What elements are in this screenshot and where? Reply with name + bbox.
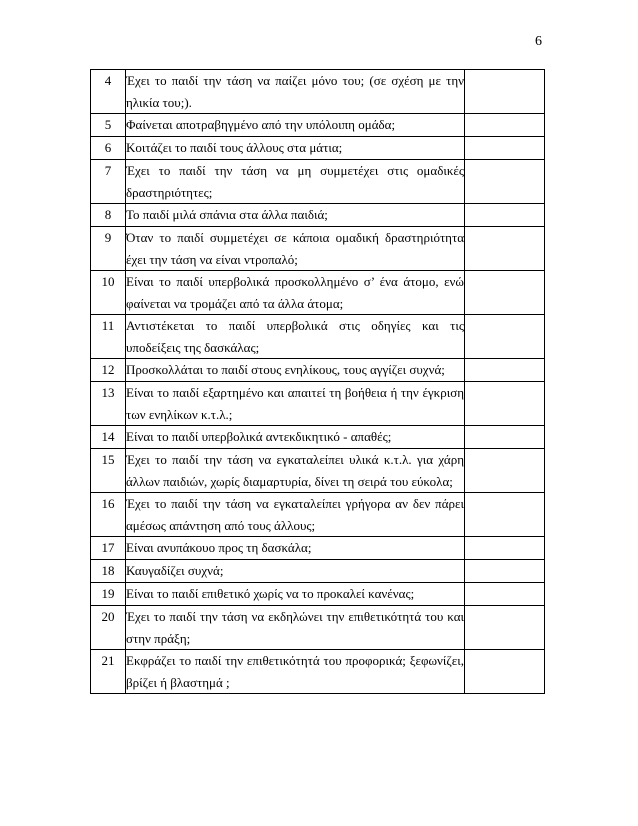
item-text: Έχει το παιδί την τάση να μη συμμετέχει στις ομαδικές δραστηριότητες; xyxy=(126,160,465,204)
answer-cell xyxy=(465,160,545,204)
answer-cell xyxy=(465,315,545,359)
item-text: Προσκολλάται το παιδί στους ενηλίκους, τους αγγίζει συχνά; xyxy=(126,359,465,382)
table-row xyxy=(91,382,545,426)
item-number: 6 xyxy=(91,137,126,160)
table-row xyxy=(91,359,545,382)
item-number: 12 xyxy=(91,359,126,382)
table-row xyxy=(91,606,545,650)
answer-cell xyxy=(465,449,545,493)
item-text: Έχει το παιδί την τάση να εγκαταλείπει υλικά κ.τ.λ. για χάρη άλλων παιδιών, χωρίς διαμαρτυρία, δίνει τη σειρά του εύκολα; xyxy=(126,449,465,493)
table-row xyxy=(91,583,545,606)
item-number: 7 xyxy=(91,160,126,204)
item-number: 19 xyxy=(91,583,126,606)
questionnaire-table xyxy=(90,69,545,694)
item-number: 15 xyxy=(91,449,126,493)
item-text: Είναι το παιδί υπερβολικά προσκολλημένο σ’ ένα άτομο, ενώ φαίνεται να τρομάζει από τα άλλα άτομα; xyxy=(126,271,465,315)
item-text: Έχει το παιδί την τάση να εγκαταλείπει γρήγορα αν δεν πάρει αμέσως απάντηση από τους άλλους; xyxy=(126,493,465,537)
table-row xyxy=(91,537,545,560)
answer-cell xyxy=(465,382,545,426)
item-text: Είναι το παιδί επιθετικό χωρίς να το προκαλεί κανένας; xyxy=(126,583,465,606)
item-text: Είναι ανυπάκουο προς τη δασκάλα; xyxy=(126,537,465,560)
table-row xyxy=(91,271,545,315)
answer-cell xyxy=(465,583,545,606)
item-number: 13 xyxy=(91,382,126,426)
item-text: Είναι το παιδί εξαρτημένο και απαιτεί τη βοήθεια ή την έγκριση των ενηλίκων κ.τ.λ.; xyxy=(126,382,465,426)
item-text: Το παιδί μιλά σπάνια στα άλλα παιδιά; xyxy=(126,204,465,227)
table-row xyxy=(91,160,545,204)
item-text: Καυγαδίζει συχνά; xyxy=(126,560,465,583)
item-text: Όταν το παιδί συμμετέχει σε κάποια ομαδική δραστηριότητα έχει την τάση να είναι ντροπαλό; xyxy=(126,227,465,271)
item-text: Φαίνεται αποτραβηγμένο από την υπόλοιπη ομάδα; xyxy=(126,114,465,137)
answer-cell xyxy=(465,537,545,560)
table-row xyxy=(91,227,545,271)
item-text: Είναι το παιδί υπερβολικά αντεκδικητικό - απαθές; xyxy=(126,426,465,449)
item-number: 14 xyxy=(91,426,126,449)
table-row xyxy=(91,560,545,583)
item-number: 9 xyxy=(91,227,126,271)
item-number: 16 xyxy=(91,493,126,537)
item-number: 11 xyxy=(91,315,126,359)
answer-cell xyxy=(465,493,545,537)
table-row xyxy=(91,315,545,359)
table-row xyxy=(91,650,545,694)
table-row xyxy=(91,493,545,537)
table-row xyxy=(91,426,545,449)
answer-cell xyxy=(465,426,545,449)
table-row xyxy=(91,449,545,493)
answer-cell xyxy=(465,650,545,694)
item-number: 21 xyxy=(91,650,126,694)
answer-cell xyxy=(465,70,545,114)
item-text: Έχει το παιδί την τάση να εκδηλώνει την επιθετικότητά του και στην πράξη; xyxy=(126,606,465,650)
item-number: 18 xyxy=(91,560,126,583)
item-text: Κοιτάζει το παιδί τους άλλους στα μάτια; xyxy=(126,137,465,160)
item-text: Έχει το παιδί την τάση να παίζει μόνο του; (σε σχέση με την ηλικία του;). xyxy=(126,70,465,114)
table-row xyxy=(91,204,545,227)
table-row xyxy=(91,70,545,114)
item-text: Εκφράζει το παιδί την επιθετικότητά του προφορικά; ξεφωνίζει, βρίζει ή βλαστημά ; xyxy=(126,650,465,694)
item-text: Αντιστέκεται το παιδί υπερβολικά στις οδηγίες και τις υποδείξεις της δασκάλας; xyxy=(126,315,465,359)
table-row xyxy=(91,137,545,160)
answer-cell xyxy=(465,606,545,650)
item-number: 8 xyxy=(91,204,126,227)
answer-cell xyxy=(465,560,545,583)
page-number: 6 xyxy=(535,34,542,49)
item-number: 5 xyxy=(91,114,126,137)
table-row xyxy=(91,114,545,137)
answer-cell xyxy=(465,271,545,315)
answer-cell xyxy=(465,359,545,382)
item-number: 4 xyxy=(91,70,126,114)
answer-cell xyxy=(465,204,545,227)
item-number: 20 xyxy=(91,606,126,650)
item-number: 17 xyxy=(91,537,126,560)
answer-cell xyxy=(465,227,545,271)
item-number: 10 xyxy=(91,271,126,315)
answer-cell xyxy=(465,114,545,137)
answer-cell xyxy=(465,137,545,160)
